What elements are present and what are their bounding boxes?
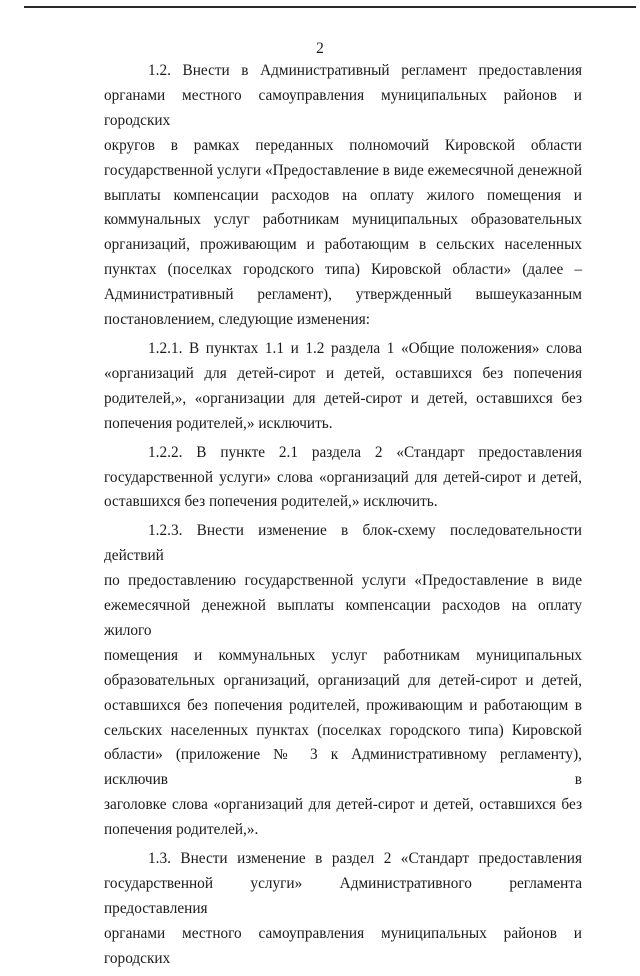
text-line: государственной услуги «Предоставление в виде ежемесячной денежной	[104, 161, 582, 179]
document-body	[104, 59, 582, 976]
text-line: органами местного самоуправления муниципальных районов и городских	[104, 924, 582, 967]
text-line: органами местного самоуправления муниципальных районов и городских	[104, 86, 582, 129]
text-line: выплаты компенсации расходов на оплату жилого помещения и	[104, 186, 582, 204]
text-line: помещения и коммунальных услуг работникам муниципальных	[104, 646, 582, 664]
text-line: 1.2.1. В пунктах 1.1 и 1.2 раздела 1 «Общие положения» слова	[148, 339, 582, 357]
text-line: попечения родителей,» исключить.	[104, 414, 333, 432]
text-line: 1.2.2. В пункте 2.1 раздела 2 «Стандарт предоставления	[148, 443, 582, 461]
text-line: государственной услуги» Административного регламента предоставления	[104, 875, 582, 917]
paragraph-p-1-2-3	[104, 519, 582, 843]
text-line: по предоставлению государственной услуги «Предоставление в виде	[104, 572, 582, 590]
text-line: 1.3. Внести изменение в раздел 2 «Стандарт предоставления	[148, 850, 582, 868]
text-line: заголовке слова «организаций для детей-сирот и детей, оставшихся без	[104, 796, 582, 814]
text-line: области» (приложение № 3 к Административному регламенту), исключив в	[104, 746, 582, 789]
text-line: оставшихся без попечения родителей,» исключить.	[104, 493, 438, 511]
text-line: пунктах (поселках городского типа) Кировской области» (далее –	[104, 261, 582, 279]
text-line: «организаций для детей-сирот и детей, оставшихся без попечения	[104, 364, 582, 382]
text-line: 1.2.3. Внести изменение в блок-схему последовательности действий	[104, 522, 582, 565]
text-line: коммунальных услуг работникам муниципальных образовательных	[104, 211, 582, 229]
text-line: 1.2. Внести в Административный регламент предоставления	[148, 62, 582, 79]
text-line: родителей,», «организации для детей-сирот и детей, оставшихся без	[104, 389, 582, 407]
paragraph-p-1-2-2	[104, 441, 582, 516]
text-line: организаций, проживающим и работающим в сельских населенных	[104, 236, 582, 254]
text-line: ежемесячной денежной выплаты компенсации расходов на оплату жилого	[104, 597, 582, 639]
top-border-line	[24, 6, 636, 8]
text-line: оставшихся без попечения родителей, проживающим и работающим в	[104, 696, 582, 714]
text-line: сельских населенных пунктах (поселках городского типа) Кировской	[104, 721, 582, 739]
paragraph-p-1-2-1	[104, 337, 582, 437]
paragraph-p-1-3	[104, 847, 582, 972]
paragraph-p-1-2	[104, 59, 582, 333]
text-line: постановлением, следующие изменения:	[104, 311, 370, 329]
text-line: округов в рамках переданных полномочий Кировской области	[104, 136, 582, 154]
text-line: образовательных организаций, организаций для детей-сирот и детей,	[104, 671, 582, 689]
text-line: Административный регламент), утвержденный вышеуказанным	[104, 286, 582, 304]
text-line: государственной услуги» слова «организаций для детей-сирот и детей,	[104, 468, 582, 486]
text-line: попечения родителей,».	[104, 821, 259, 839]
page-number: 2	[316, 40, 324, 57]
